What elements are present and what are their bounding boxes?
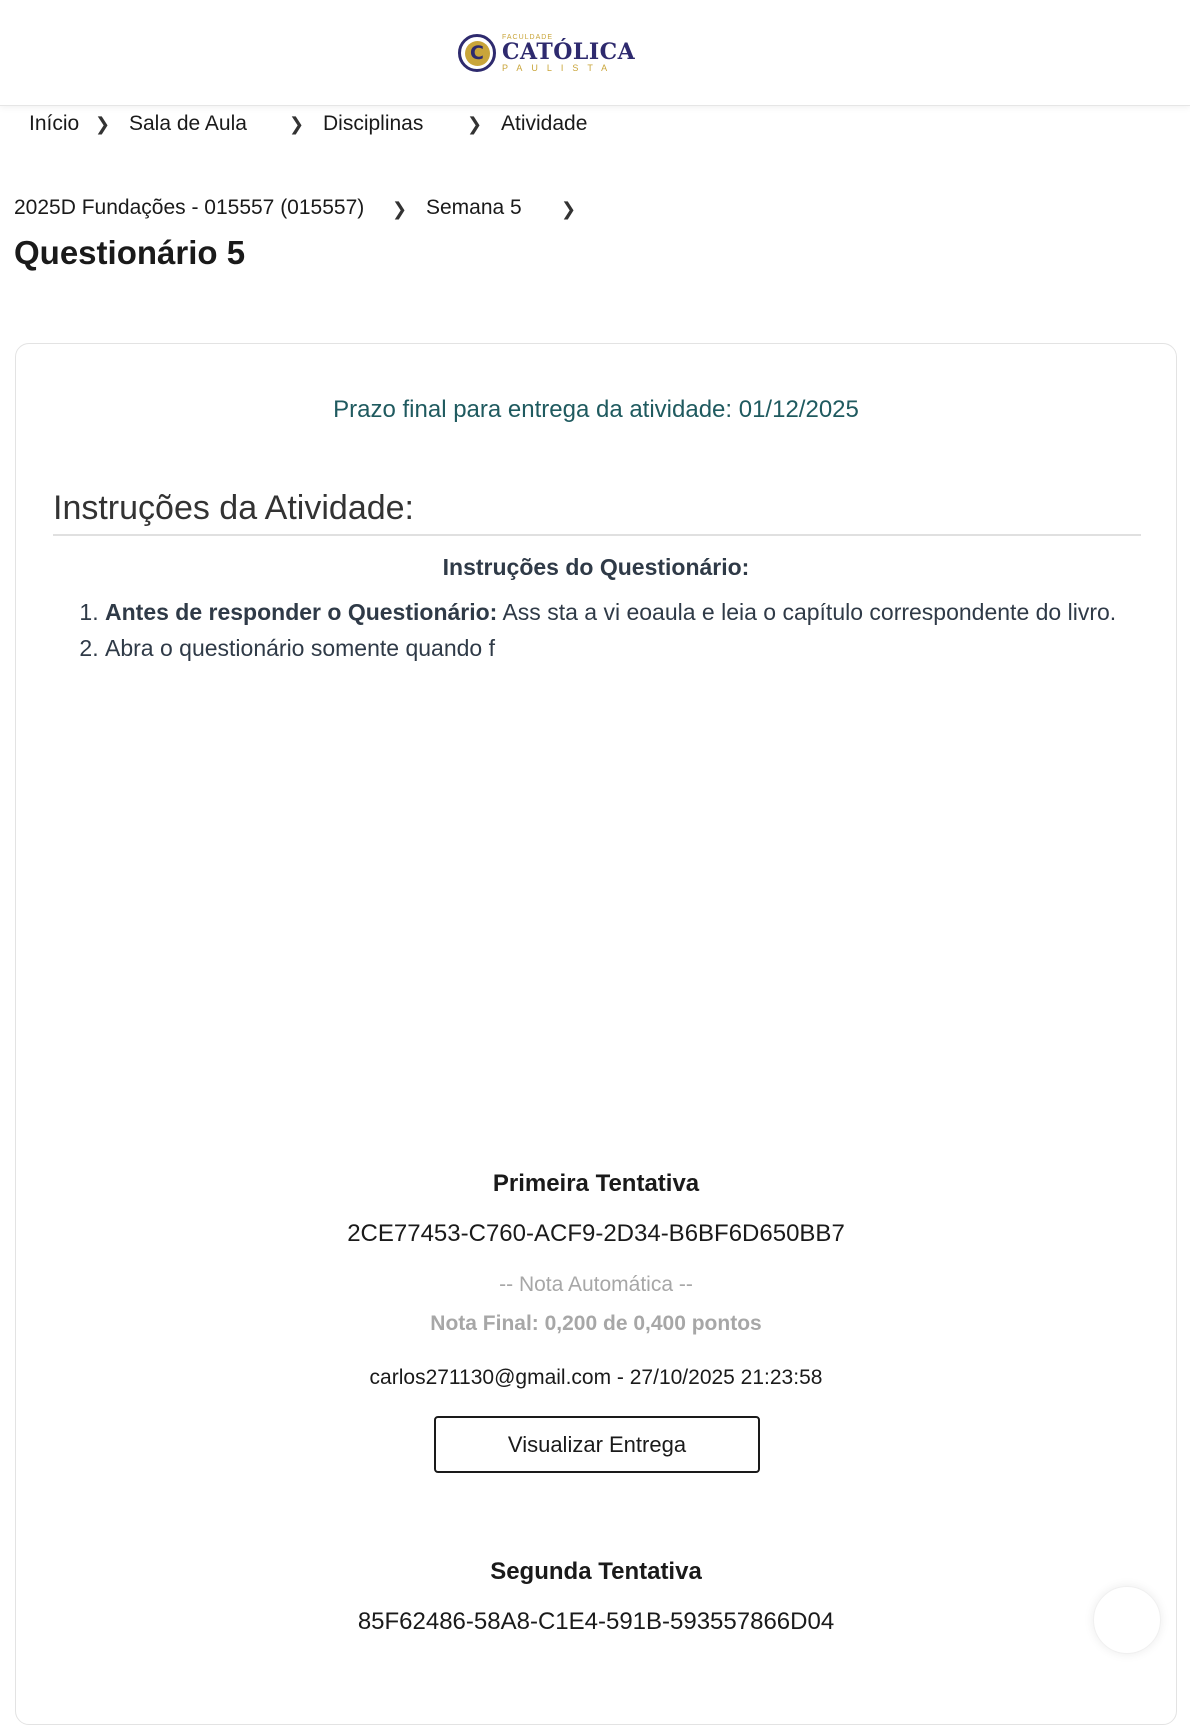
instructions-heading: Instruções da Atividade: xyxy=(53,489,415,527)
week-crumb[interactable]: Semana 5 xyxy=(426,196,522,219)
logo-sub-text: PAULISTA xyxy=(502,62,617,73)
logo-mark-letter: C xyxy=(465,41,490,66)
course-crumb[interactable]: 2025D Fundações - 015557 (015557) xyxy=(14,196,365,219)
view-submission-button[interactable]: Visualizar Entrega xyxy=(434,1416,760,1473)
chevron-right-icon: ❯ xyxy=(561,199,577,219)
attempt-1-id: 2CE77453-C760-ACF9-2D34-B6BF6D650BB7 xyxy=(347,1220,845,1247)
attempt-1-final-grade: Nota Final: 0,200 de 0,400 pontos xyxy=(430,1312,762,1335)
step-text: Abra o questionário somente quando f xyxy=(105,635,495,661)
activity-card xyxy=(15,343,1177,1725)
breadcrumb-sala-de-aula[interactable]: Sala de Aula xyxy=(129,112,247,135)
attempt-1-auto-label: -- Nota Automática -- xyxy=(499,1273,693,1296)
chat-fab-icon[interactable] xyxy=(1093,1586,1161,1654)
attempt-2-id: 85F62486-58A8-C1E4-591B-593557866D04 xyxy=(357,1608,835,1635)
step-bold: Antes de responder o Questionário: xyxy=(105,599,498,625)
deadline-text: Prazo final para entrega da atividade: 01/12/2025 xyxy=(333,396,859,423)
step-text: Ass sta a vi eoaula e leia o capítulo correspondente do livro. xyxy=(497,599,1117,625)
list-item xyxy=(105,594,1165,630)
logo-mark-icon xyxy=(458,34,496,72)
page-title: Questionário 5 xyxy=(14,234,246,271)
attempt-1-title: Primeira Tentativa xyxy=(492,1170,700,1197)
chevron-right-icon: ❯ xyxy=(467,114,483,134)
breadcrumb-atividade[interactable]: Atividade xyxy=(501,112,588,135)
top-header xyxy=(0,0,1190,106)
chevron-right-icon: ❯ xyxy=(95,114,111,134)
instructions-list xyxy=(53,594,1165,666)
attempt-2-title: Segunda Tentativa xyxy=(490,1558,702,1585)
divider xyxy=(53,534,1141,536)
attempt-1-meta: carlos271130@gmail.com - 27/10/2025 21:23:58 xyxy=(369,1366,823,1389)
questionnaire-heading: Instruções do Questionário: xyxy=(442,554,750,580)
chevron-right-icon: ❯ xyxy=(289,114,305,134)
logo-main-text: CATÓLICA xyxy=(502,38,636,65)
list-item xyxy=(105,630,1165,666)
chevron-right-icon: ❯ xyxy=(392,199,408,219)
logo-text xyxy=(502,34,635,73)
breadcrumb-disciplinas[interactable]: Disciplinas xyxy=(323,112,424,135)
catolica-logo[interactable] xyxy=(458,30,635,76)
logo-small-text: FACULDADE xyxy=(502,33,554,41)
breadcrumb-inicio[interactable]: Início xyxy=(29,112,80,135)
